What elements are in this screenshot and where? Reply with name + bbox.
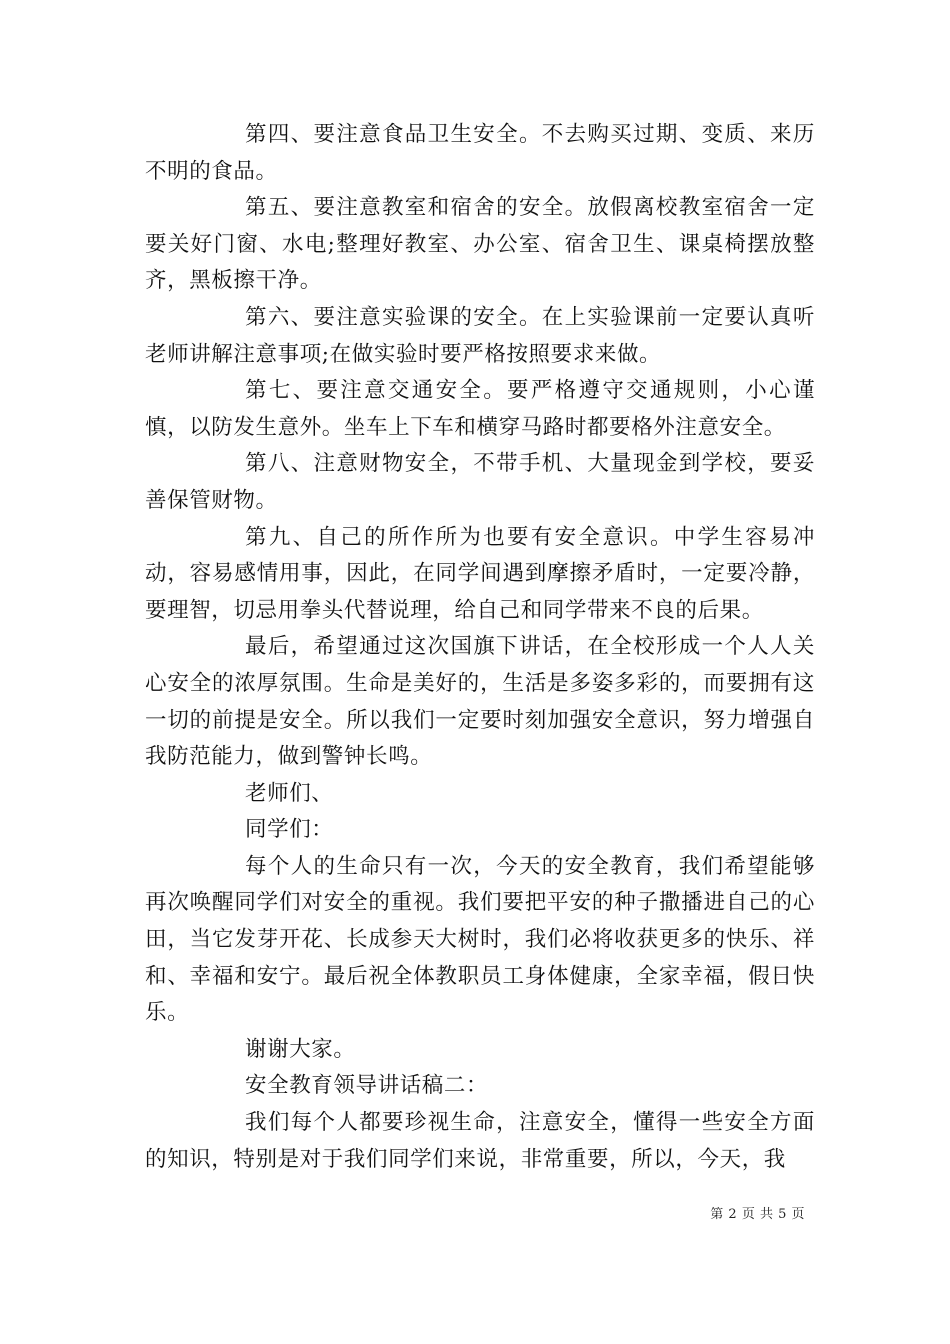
paragraph-4: 第四、要注意食品卫生安全。不去购买过期、变质、来历不明的食品。 (145, 122, 815, 184)
paragraph-9: 第九、自己的所作所为也要有安全意识。中学生容易冲动，容易感情用事，因此，在同学间遇到摩擦矛盾时，一定要冷静，要理智，切忌用拳头代替说理，给自己和同学带来不良的后果。 (145, 524, 815, 623)
paragraph-5: 第五、要注意教室和宿舍的安全。放假离校教室宿舍一定要关好门窗、水电;整理好教室、办公室、宿舍卫生、课桌椅摆放整齐，黑板擦干净。 (145, 195, 815, 294)
paragraph-final: 每个人的生命只有一次，今天的安全教育，我们希望能够再次唤醒同学们对安全的重视。我们要把平安的种子撒播进自己的心田，当它发芽开花、长成参天大树时，我们必将收获更多的快乐、祥和、幸福和安宁。最后祝全体教职员工身体健康，全家幸福，假日快乐。 (145, 853, 815, 1026)
document-body (145, 117, 815, 1178)
paragraph-speech-two: 我们每个人都要珍视生命，注意安全，懂得一些安全方面的知识，特别是对于我们同学们来说，非常重要，所以，今天，我 (145, 1110, 815, 1172)
paragraph-6: 第六、要注意实验课的安全。在上实验课前一定要认真听老师讲解注意事项;在做实验时要严格按照要求来做。 (145, 304, 815, 367)
thanks-line: 谢谢大家。 (245, 1036, 356, 1062)
section-heading: 安全教育领导讲话稿二： (245, 1073, 489, 1099)
paragraph-closing: 最后，希望通过这次国旗下讲话，在全校形成一个人人关心安全的浓厚氛围。生命是美好的，生活是多姿多彩的，而要拥有这一切的前提是安全。所以我们一定要时刻加强安全意识，努力增强自我防范能力，做到警钟长鸣。 (145, 634, 815, 770)
page-number: 第 2 页 共 5 页 (710, 1207, 805, 1222)
paragraph-8: 第八、注意财物安全，不带手机、大量现金到学校，要妥善保管财物。 (145, 451, 815, 513)
salutation-teachers: 老师们、 (245, 780, 334, 806)
paragraph-7: 第七、要注意交通安全。要严格遵守交通规则，小心谨慎，以防发生意外。坐车上下车和横穿马路时都要格外注意安全。 (145, 378, 815, 440)
salutation-students: 同学们： (245, 817, 334, 843)
